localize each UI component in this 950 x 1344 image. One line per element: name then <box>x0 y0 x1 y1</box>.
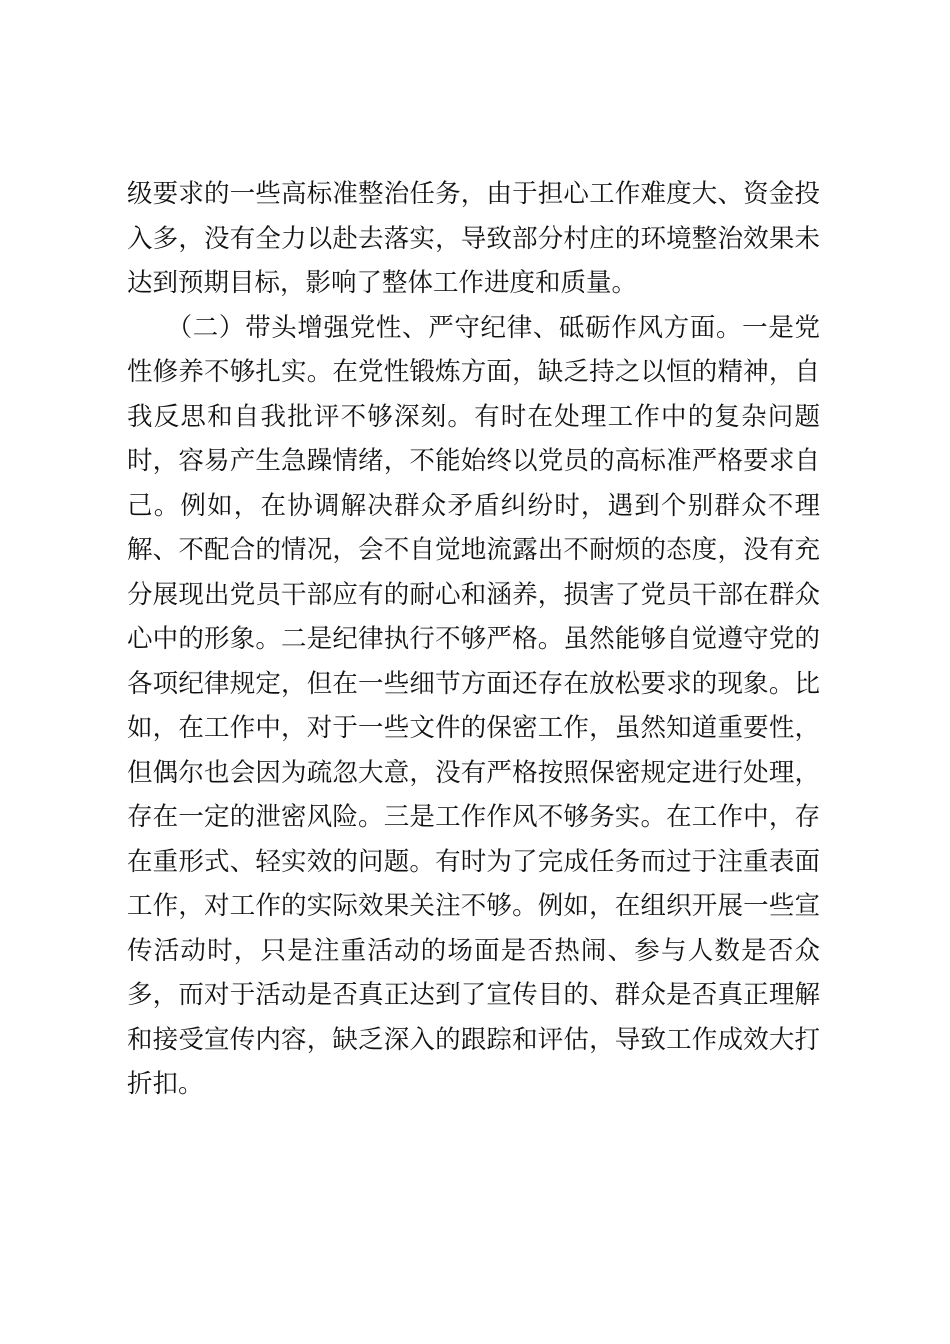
text-line: 传活动时，只是注重活动的场面是否热闹、参与人数是否众 <box>127 935 820 966</box>
text-line: 如，在工作中，对于一些文件的保密工作，虽然知道重要性， <box>127 713 820 743</box>
text-line: 达到预期目标，影响了整体工作进度和质量。 <box>127 268 638 298</box>
text-line: 己。例如，在协调解决群众矛盾纠纷时，遇到个别群众不理 <box>127 490 820 521</box>
text-line: 级要求的一些高标准整治任务，由于担心工作难度大、资金投 <box>127 179 820 209</box>
document-body <box>127 172 820 1107</box>
text-line: 但偶尔也会因为疏忽大意，没有严格按照保密规定进行处理， <box>127 757 820 788</box>
paragraph-2 <box>127 306 820 1107</box>
text-line: 折扣。 <box>127 1069 204 1099</box>
text-line: 心中的形象。二是纪律执行不够严格。虽然能够自觉遵守党的 <box>127 624 820 654</box>
text-line: 各项纪律规定，但在一些细节方面还存在放松要求的现象。比 <box>127 668 820 699</box>
text-line: 分展现出党员干部应有的耐心和涵养，损害了党员干部在群众 <box>127 579 820 610</box>
text-line: 性修养不够扎实。在党性锻炼方面，缺乏持之以恒的精神，自 <box>127 357 820 387</box>
text-line: 我反思和自我批评不够深刻。有时在处理工作中的复杂问题 <box>127 401 820 432</box>
text-line: 入多，没有全力以赴去落实，导致部分村庄的环境整治效果未 <box>127 223 820 254</box>
text-line: 存在一定的泄密风险。三是工作作风不够务实。在工作中，存 <box>127 802 820 832</box>
text-line: 工作，对工作的实际效果关注不够。例如，在组织开展一些宣 <box>127 891 820 921</box>
text-line: 在重形式、轻实效的问题。有时为了完成任务而过于注重表面 <box>127 846 820 877</box>
text-line: 和接受宣传内容，缺乏深入的跟踪和评估，导致工作成效大打 <box>127 1024 820 1055</box>
paragraph-1 <box>127 172 820 306</box>
text-line: （二）带头增强党性、严守纪律、砥砺作风方面。一是党 <box>127 312 820 343</box>
text-line: 多，而对于活动是否真正达到了宣传目的、群众是否真正理解 <box>127 980 820 1010</box>
text-line: 时，容易产生急躁情绪，不能始终以党员的高标准严格要求自 <box>127 446 820 476</box>
text-line: 解、不配合的情况，会不自觉地流露出不耐烦的态度，没有充 <box>127 535 820 565</box>
